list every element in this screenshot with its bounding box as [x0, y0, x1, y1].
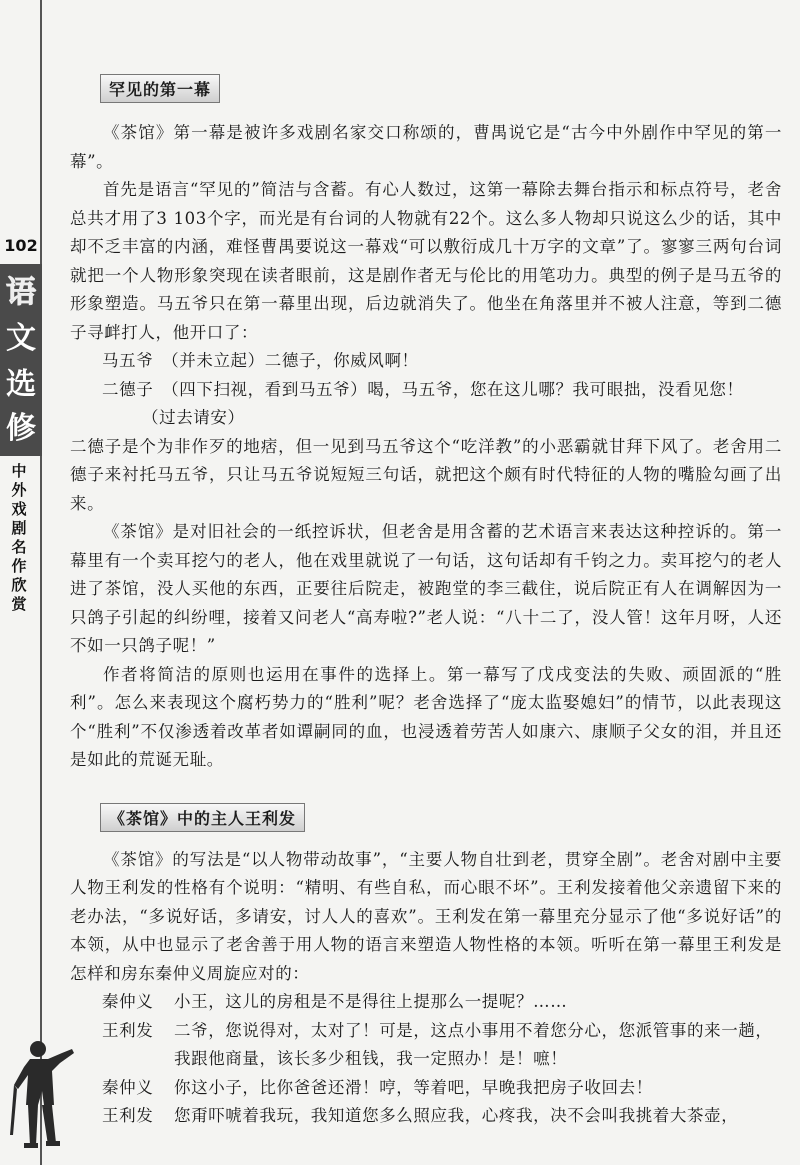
paragraph: 二德子是个为非作歹的地痞，但一见到马五爷这个“吃洋教”的小恶霸就甘拜下风了。老舍用二德子来衬托马五爷，只让马五爷说短短三句话，就把这个颇有时代特征的人物的嘴脸勾画了出来。	[70, 436, 782, 513]
dialogue-line	[70, 988, 782, 1017]
book-title-char: 戏	[11, 500, 27, 518]
book-title-char: 作	[11, 557, 27, 575]
dialogue-line	[70, 1102, 782, 1131]
section-heading: 罕见的第一幕	[100, 74, 220, 103]
sidebar-rule	[40, 0, 42, 1165]
book-title-char: 欣	[11, 576, 27, 594]
dialogue-speaker: 王利发	[102, 1106, 154, 1125]
book-title-char: 名	[11, 538, 27, 556]
book-title-char: 中	[11, 462, 27, 480]
paragraph: 首先是语言“罕见的”简洁与含蓄。有心人数过，这第一幕除去舞台指示和标点符号，老舍总共才用了3 103个字，而光是有台词的人物就有22个。这么多人物却只说这么少的话，其中却不乏丰富的内涵，难怪曹禺要说这一幕戏“可以敷衍成几十万字的文章”了。寥寥三两句台词就把一个人物形象突现在读者眼前，这是剧作者无与伦比的用笔功力。典型的例子是马五爷的形象塑造。马五爷只在第一幕里出现，后边就消失了。他坐在角落里并不被人注意，等到二德子寻衅打人，他开口了：	[70, 180, 782, 342]
dialogue-line	[70, 1017, 782, 1074]
play-line: 二德子 （四下扫视，看到马五爷）喝，马五爷，您在这儿哪？我可眼拙，没看见您！	[102, 379, 744, 399]
series-char: 选	[6, 367, 36, 402]
page-content	[70, 70, 782, 1131]
dialogue-line	[70, 1074, 782, 1103]
page-number: 102	[4, 236, 38, 255]
paragraph: 《茶馆》的写法是“以人物带动故事”，“主要人物自壮到老，贯穿全剧”。老舍对剧中主要人物王利发的性格有个说明：“精明、有些自私，而心眼不坏”。王利发接着他父亲遗留下来的老办法，“多说好话，多请安，讨人人的喜欢”。王利发在第一幕里充分显示了他“多说好话”的本领，从中也显示了老舍善于用人物的语言来塑造人物性格的本领。听听在第一幕里王利发是怎样和房东秦仲义周旋应对的：	[70, 849, 782, 983]
book-title	[5, 462, 33, 614]
stage-direction: （过去请安）	[142, 408, 245, 427]
series-char: 修	[6, 411, 36, 446]
paragraph: 《茶馆》是对旧社会的一纸控诉状，但老舍是用含蓄的艺术语言来表达这种控诉的。第一幕里有一个卖耳挖勺的老人，他在戏里就说了一句话，这句话却有千钧之力。卖耳挖勺的老人进了茶馆，没人买他的东西，正要往后院走，被跑堂的李三截住，说后院正有人在调解因为一只鸽子引起的纠纷哩，接着又问老人“高寿啦?”老人说：“八十二了，没人管！这年月呀，人还不如一只鸽子呢！”	[70, 522, 782, 655]
series-char: 文	[6, 321, 36, 356]
paragraph: 《茶馆》第一幕是被许多戏剧名家交口称颂的，曹禺说它是“古今中外剧作中罕见的第一幕”。	[70, 123, 782, 171]
dialogue-text: 你这小子，比你爸爸还滑！哼，等着吧，早晚我把房子收回去！	[174, 1077, 653, 1097]
section-heading: 《茶馆》中的主人王利发	[100, 803, 305, 832]
book-title-char: 剧	[11, 519, 27, 537]
series-band	[0, 264, 42, 456]
book-title-char: 赏	[11, 595, 27, 613]
dialogue-text: 小王，这儿的房租是不是得往上提那么一提呢？……	[174, 992, 568, 1011]
series-char: 语	[6, 275, 36, 310]
book-title-char: 外	[11, 481, 27, 499]
sidebar	[0, 0, 42, 1165]
dialogue-text: 您甭吓唬着我玩，我知道您多么照应我，心疼我，决不会叫我挑着大茶壶，	[174, 1106, 739, 1125]
dialogue-speaker: 秦仲义	[102, 992, 154, 1011]
dialogue-speaker: 王利发	[102, 1020, 154, 1040]
play-line: 马五爷 （并未立起）二德子，你威风啊！	[102, 351, 419, 370]
actor-figure-illustration	[4, 1035, 76, 1155]
dialogue-speaker: 秦仲义	[102, 1077, 154, 1097]
paragraph: 作者将简洁的原则也运用在事件的选择上。第一幕写了戊戌变法的失败、顽固派的“胜利”。怎么来表现这个腐朽势力的“胜利”呢？老舍选择了“庞太监娶媳妇”的情节，以此表现这个“胜利”不仅渗透着改革者如谭嗣同的血，也浸透着劳苦人如康六、康顺子父女的泪，并且还是如此的荒诞无耻。	[70, 664, 782, 769]
dialogue-text: 二爷，您说得对，太对了！可是，这点小事用不着您分心，您派管事的来一趟，我跟他商量，该长多少租钱，我一定照办！是！嗻！	[174, 1020, 773, 1068]
